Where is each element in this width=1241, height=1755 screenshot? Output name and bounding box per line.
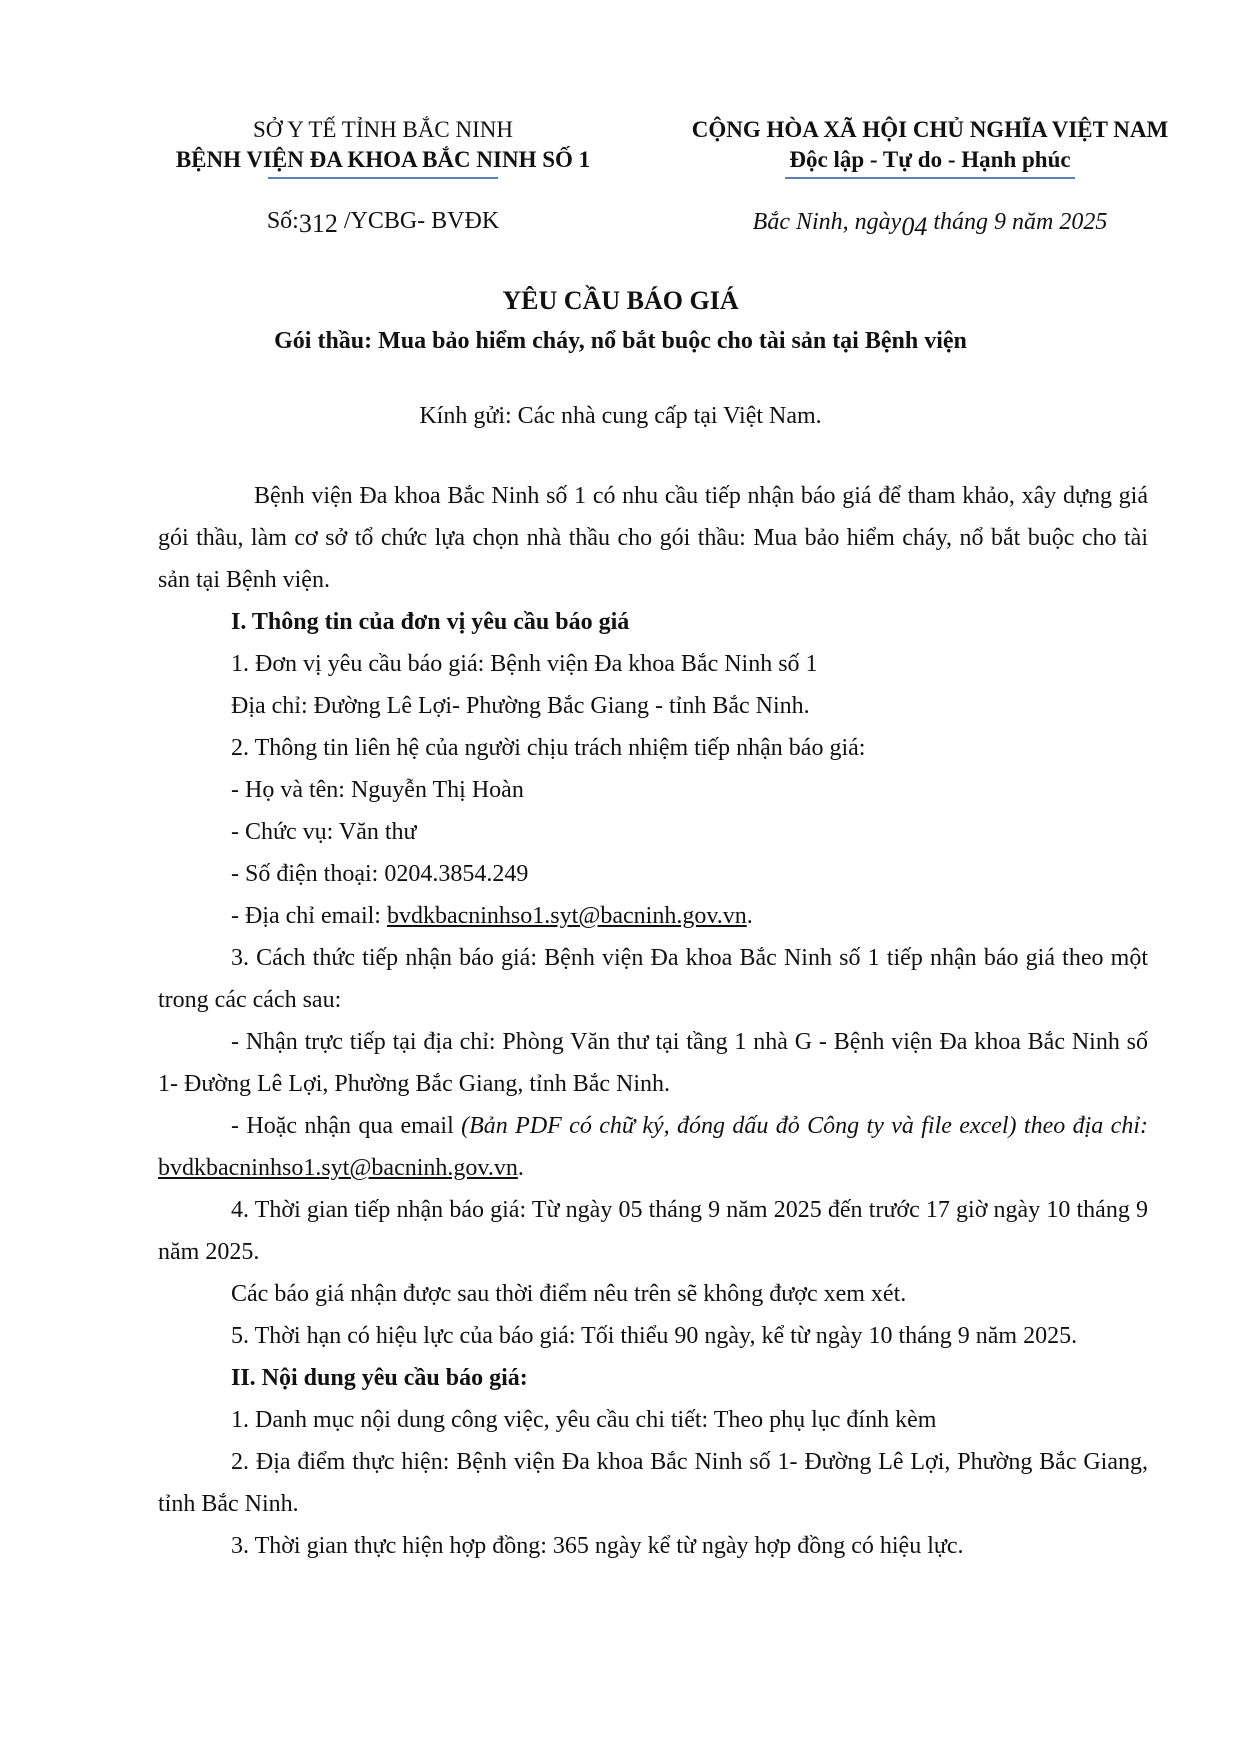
work-scope: 1. Danh mục nội dung công việc, yêu cầu chi tiết: Theo phụ lục đính kèm (231, 1407, 937, 1433)
requesting-unit: 1. Đơn vị yêu cầu báo giá: Bệnh viện Đa khoa Bắc Ninh số 1 (231, 651, 818, 677)
intro-paragraph: Bệnh viện Đa khoa Bắc Ninh số 1 có nhu cầu tiếp nhận báo giá để tham khảo, xây dựng giá gói thầu, làm cơ sở tổ chức lựa chọn nhà thầu cho gói thầu: Mua bảo hiểm cháy, nổ bắt buộc cho tài sản tại Bệnh viện. (158, 483, 1148, 593)
receive-email-end: . (517, 1155, 524, 1181)
email-link[interactable]: bvdkbacninhso1.syt@bacninh.gov.vn (386, 903, 747, 929)
receiving-time: 4. Thời gian tiếp nhận báo giá: Từ ngày 05 tháng 9 năm 2025 đến trước 17 giờ ngày 10 tháng 9 năm 2025. (158, 1197, 1148, 1265)
date-prefix: Bắc Ninh, ngày (752, 209, 902, 235)
department-name: SỞ Y TẾ TỈNH BẮC NINH (252, 117, 514, 142)
receive-email-note: (Bản PDF có chữ ký, đóng dấu đỏ Công ty và file excel) theo địa chỉ: (461, 1113, 1148, 1139)
receive-email (158, 1105, 1148, 1189)
national-motto: Độc lập - Tự do - Hạnh phúc (789, 147, 1071, 172)
receiving-method: 3. Cách thức tiếp nhận báo giá: Bệnh viện Đa khoa Bắc Ninh số 1 tiếp nhận báo giá theo một trong các cách sau: (158, 945, 1148, 1013)
contact-position: - Chức vụ: Văn thư (231, 819, 417, 845)
doc-number-value: 312 (298, 209, 338, 238)
national-header (650, 115, 1210, 179)
hospital-name: BỆNH VIỆN ĐA KHOA BẮC NINH SỐ 1 (175, 147, 591, 172)
contact-phone: - Số điện thoại: 0204.3854.249 (231, 861, 529, 887)
section-1-heading: I. Thông tin của đơn vị yêu cầu báo giá (231, 609, 630, 635)
email-label: - Địa chỉ email: (231, 903, 387, 929)
receive-email-prefix: - Hoặc nhận qua email (231, 1113, 462, 1139)
document-number (118, 205, 648, 236)
section-2-heading: II. Nội dung yêu cầu báo giá: (231, 1365, 528, 1391)
header-underline (268, 177, 498, 179)
date-day: 04 (901, 212, 928, 241)
email-end: . (746, 903, 753, 929)
document-title: YÊU CẦU BÁO GIÁ (502, 286, 739, 315)
doc-number-suffix: /YCBG- BVĐK (337, 208, 500, 234)
work-location: 2. Địa điểm thực hiện: Bệnh viện Đa khoa Bắc Ninh số 1- Đường Lê Lợi, Phường Bắc Giang, tỉnh Bắc Ninh. (158, 1449, 1148, 1517)
document-date (650, 206, 1210, 241)
document-subtitle: Gói thầu: Mua bảo hiểm cháy, nổ bắt buộc cho tài sản tại Bệnh viện (274, 328, 967, 354)
quote-validity: 5. Thời hạn có hiệu lực của báo giá: Tối thiểu 90 ngày, kể từ ngày 10 tháng 9 năm 2025. (231, 1323, 1078, 1349)
contact-heading: 2. Thông tin liên hệ của người chịu trách nhiệm tiếp nhận báo giá: (231, 735, 866, 761)
motto-underline (785, 177, 1075, 179)
contact-name: - Họ và tên: Nguyễn Thị Hoàn (231, 777, 524, 803)
doc-number-prefix: Số: (266, 208, 299, 234)
unit-address: Địa chỉ: Đường Lê Lợi- Phường Bắc Giang - tỉnh Bắc Ninh. (231, 693, 810, 719)
receive-email-link[interactable]: bvdkbacninhso1.syt@bacninh.gov.vn (158, 1155, 518, 1181)
contact-email (158, 895, 1148, 937)
contract-duration: 3. Thời gian thực hiện hợp đồng: 365 ngày kể từ ngày hợp đồng có hiệu lực. (231, 1533, 964, 1559)
date-suffix: tháng 9 năm 2025 (927, 209, 1108, 235)
recipient-line: Kính gửi: Các nhà cung cấp tại Việt Nam. (419, 403, 822, 429)
issuer-header (118, 115, 648, 179)
late-submission-note: Các báo giá nhận được sau thời điểm nêu trên sẽ không được xem xét. (231, 1281, 907, 1307)
document-body (158, 475, 1148, 1567)
country-name: CỘNG HÒA XÃ HỘI CHỦ NGHĨA VIỆT NAM (691, 117, 1169, 142)
receive-direct: - Nhận trực tiếp tại địa chỉ: Phòng Văn thư tại tầng 1 nhà G - Bệnh viện Đa khoa Bắc Ninh số 1- Đường Lê Lợi, Phường Bắc Giang, tỉnh Bắc Ninh. (158, 1029, 1148, 1097)
